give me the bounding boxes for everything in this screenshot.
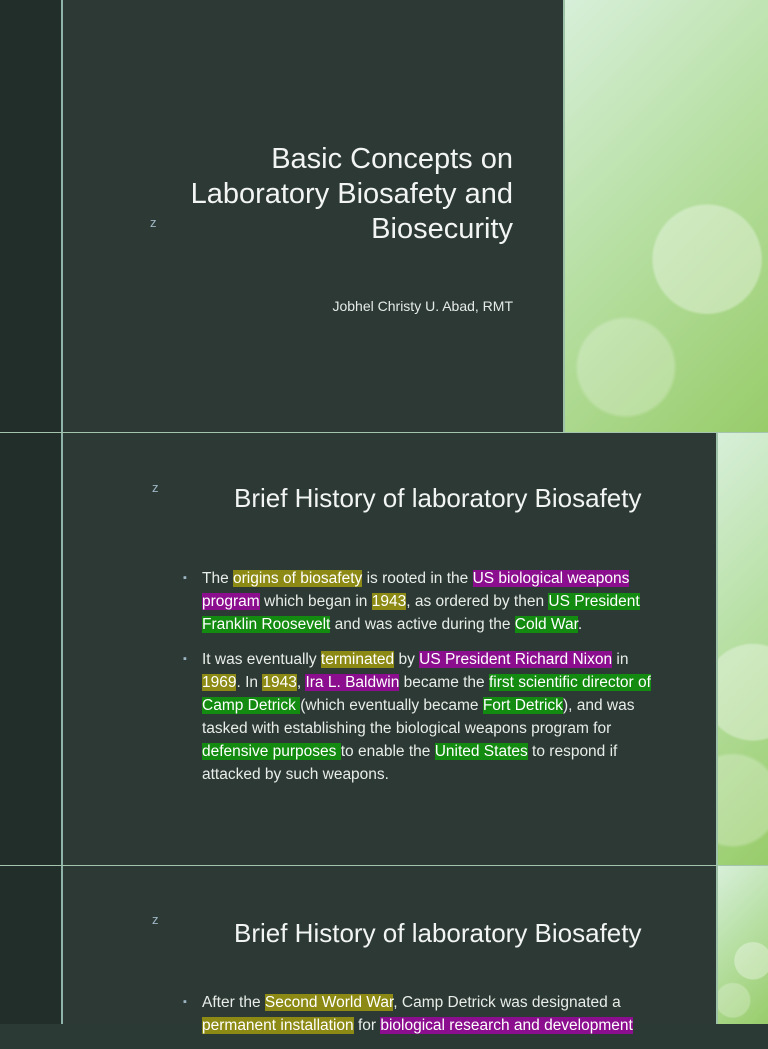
text-run: is rooted in the (362, 570, 473, 587)
vertical-rule (61, 0, 63, 432)
slide-title: Brief History of laboratory Biosafety (234, 918, 642, 948)
text-run: , as ordered by then (406, 593, 549, 610)
highlighted-text: United States (434, 743, 528, 760)
highlighted-text: permanent installation (202, 1017, 354, 1034)
text-run: to enable the (340, 743, 435, 760)
highlighted-text: origins of biosafety (233, 570, 363, 587)
text-run: became the (399, 674, 489, 691)
highlighted-text: US President Franklin Roosevelt (202, 593, 640, 633)
author-name: Jobhel Christy U. Abad, RMT (332, 298, 513, 314)
text-run: After the (202, 994, 265, 1011)
text-run: to respond if attacked by such weapons. (202, 743, 618, 783)
text-run: by (394, 651, 420, 668)
highlighted-text: defensive purposes (202, 743, 341, 760)
highlighted-text: Cold War (514, 616, 578, 633)
text-run: The (202, 570, 234, 587)
left-strip (0, 866, 61, 1024)
decorative-art-panel (718, 866, 768, 1024)
slide-title: Brief History of laboratory Biosafety (234, 483, 642, 513)
highlighted-text: US biological weapons program (202, 570, 630, 610)
bullet-list (183, 567, 663, 798)
left-strip (0, 433, 61, 865)
bullet-icon: ▪ (183, 572, 187, 584)
z-logo-icon: z (152, 912, 159, 927)
highlighted-text: Second World War (264, 994, 394, 1011)
bullet-list (183, 991, 663, 1049)
decorative-art-panel (718, 433, 768, 865)
bullet-icon: ▪ (183, 996, 187, 1008)
history-slide-1 (0, 433, 768, 865)
text-run: ), and was tasked with establishing the biological weapons program for (202, 697, 635, 737)
highlighted-text: 1969 (202, 674, 237, 691)
bullet-item (183, 648, 663, 786)
text-run: for (353, 1017, 381, 1034)
z-logo-icon: z (150, 215, 157, 230)
vertical-rule (61, 433, 63, 865)
bullet-icon: ▪ (183, 653, 187, 665)
presentation-title: Basic Concepts on Laboratory Biosafety and Biosecurity (190, 143, 513, 245)
highlighted-text: biological research and development (380, 1017, 633, 1034)
title-slide (0, 0, 768, 432)
highlighted-text: 1943 (371, 593, 407, 610)
highlighted-text: Fort Detrick (482, 697, 563, 714)
vertical-rule (61, 866, 63, 1024)
bullet-item (183, 567, 663, 636)
text-run: which began in (259, 593, 372, 610)
highlighted-text: 1943 (262, 674, 297, 691)
text-run: , Camp Detrick was designated a (393, 994, 621, 1011)
text-run: . In (236, 674, 263, 691)
highlighted-text: terminated (320, 651, 395, 668)
highlighted-text: US President Richard Nixon (419, 651, 613, 668)
text-run: , (296, 674, 306, 691)
text-run: . (577, 616, 583, 633)
bullet-item (183, 991, 663, 1037)
decorative-art-panel (565, 0, 768, 432)
text-run: and was active during the (330, 616, 515, 633)
history-slide-2 (0, 866, 768, 1034)
text-run: (which eventually became (300, 697, 483, 714)
z-logo-icon: z (152, 480, 159, 495)
text-run: It was eventually (202, 651, 321, 668)
text-run: in (612, 651, 629, 668)
highlighted-text: first scientific director of Camp Detrick (202, 674, 651, 714)
highlighted-text: Ira L. Baldwin (305, 674, 400, 691)
left-strip (0, 0, 61, 432)
